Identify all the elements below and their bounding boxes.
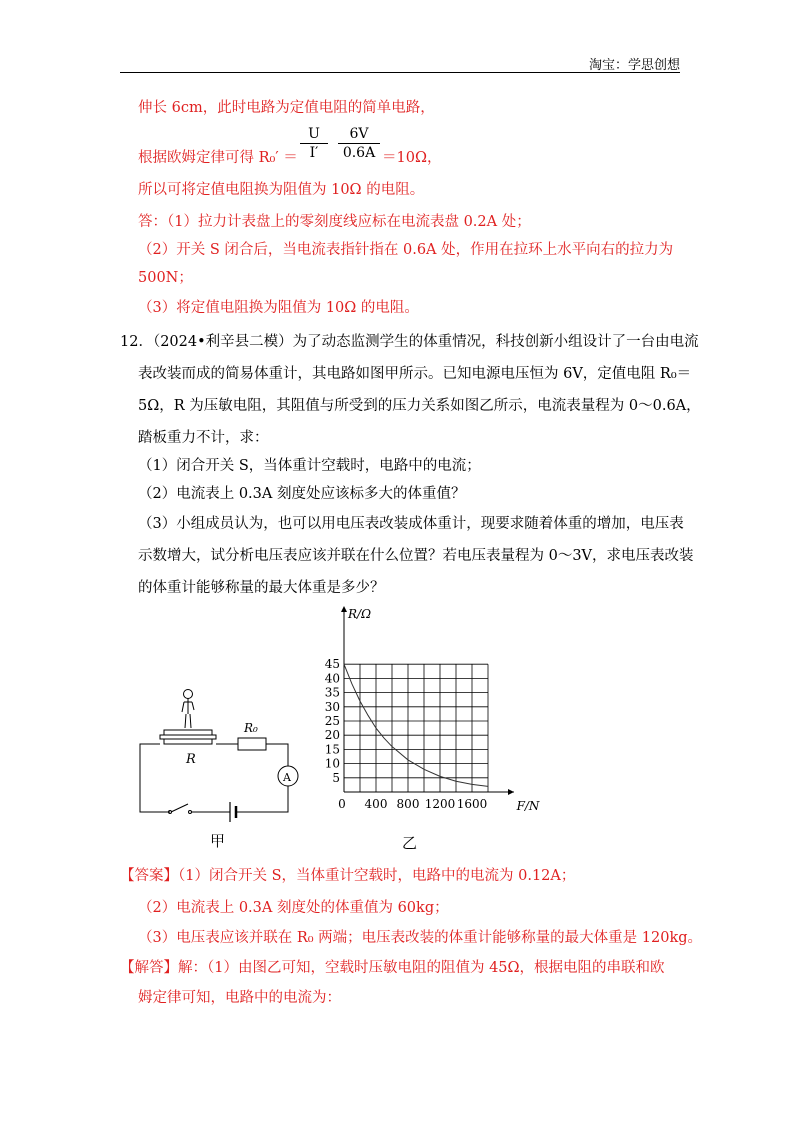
x-tick-label: 800 xyxy=(396,797,420,811)
x-tick-label: 0 xyxy=(338,797,346,811)
y-tick-label: 20 xyxy=(324,728,340,743)
q12-sub-1: （1）闭合开关 S，当体重计空载时，电路中的电流； xyxy=(138,458,481,474)
q12-sub-2: （2）电流表上 0.3A 刻度处应该标多大的体重值？ xyxy=(138,486,466,502)
resistance-curve xyxy=(344,664,488,786)
frac2-num: 6V xyxy=(349,126,369,142)
prev-answer-3: （3）将定值电阻换为阻值为 10Ω 的电阻。 xyxy=(138,300,419,316)
battery xyxy=(230,802,242,822)
label-ammeter: A xyxy=(283,771,291,784)
label-r: R xyxy=(186,752,196,767)
x-tick-label: 1200 xyxy=(424,797,456,811)
q12-line-4: 踏板重力不计，求： xyxy=(138,430,269,446)
platform-top xyxy=(164,730,212,735)
frac2-bar xyxy=(338,143,380,144)
ohm-prefix: 根据欧姆定律可得 R₀′ ＝ xyxy=(138,150,298,166)
x-tick-label: 1600 xyxy=(456,797,488,811)
platform-middle xyxy=(160,735,216,739)
y-tick-label: 40 xyxy=(324,671,340,686)
frac1-den: I′ xyxy=(309,145,319,161)
prev-answer-1: 答：（1）拉力计表盘上的零刻度线应标在电流表盘 0.2A 处； xyxy=(138,214,531,230)
prev-line-1: 伸长 6cm，此时电路为定值电阻的简单电路， xyxy=(138,100,435,116)
prev-line-3: 所以可将定值电阻换为阻值为 10Ω 的电阻。 xyxy=(138,182,425,198)
ohm-result: ＝10Ω， xyxy=(382,150,442,166)
label-r0: R₀ xyxy=(244,721,258,735)
solution-tag: 【解答】 xyxy=(120,960,178,976)
q12-sub-3b: 示数增大，试分析电压表应该并联在什么位置？若电压表量程为 0～3V，求电压表改装 xyxy=(138,548,694,564)
header-rule xyxy=(120,72,680,73)
y-tick-label: 15 xyxy=(324,742,340,757)
y-tick-label: 5 xyxy=(332,770,340,785)
fraction-u-over-i xyxy=(300,126,328,161)
platform-bottom xyxy=(164,739,212,744)
y-tick-label: 35 xyxy=(324,685,340,700)
y-tick-label: 30 xyxy=(324,699,340,714)
q12-sub-3a: （3）小组成员认为，也可以用电压表改装成体重计，现要求随着体重的增加，电压表 xyxy=(138,516,684,532)
y-tick-label: 25 xyxy=(324,714,340,728)
answer-line-3: （3）电压表应该并联在 R₀ 两端；电压表改装的体重计能够称量的最大体重是 120kg。 xyxy=(138,930,703,946)
caption-yi: 乙 xyxy=(402,834,418,852)
q12-sub-3c: 的体重计能够称量的最大体重是多少？ xyxy=(138,580,385,596)
y-tick-label: 10 xyxy=(324,756,340,771)
answer-line-2: （2）电流表上 0.3A 刻度处的体重值为 60kg； xyxy=(138,900,449,916)
solution-line-1 xyxy=(120,958,665,978)
q12-line-2: 表改装而成的简易体重计，其电路如图甲所示。已知电源电压恒为 6V，定值电阻 R₀＝ xyxy=(138,366,692,382)
frac2-den: 0.6A xyxy=(342,145,376,161)
y-tick-label: 45 xyxy=(324,657,340,672)
caption-jia: 甲 xyxy=(210,832,226,850)
y-axis-label: R/Ω xyxy=(348,607,372,621)
y-axis-arrow xyxy=(341,606,347,612)
fraction-6v-over-06a xyxy=(338,126,380,161)
prev-answer-2b: 500N； xyxy=(138,270,193,286)
resistance-force-chart xyxy=(320,600,550,830)
switch xyxy=(169,804,231,814)
prev-answer-2a: （2）开关 S 闭合后，当电流表指针指在 0.6A 处，作用在拉环上水平向右的拉力为 xyxy=(138,242,674,258)
q12-line-3: 5Ω，R 为压敏电阻，其阻值与所受到的压力关系如图乙所示，电流表量程为 0～0.6A， xyxy=(138,398,701,414)
resistor-r0 xyxy=(238,738,266,750)
x-axis-label: F/N xyxy=(516,799,540,813)
header-shop-text: 淘宝：学思创想 xyxy=(588,58,680,73)
frac1-num: U xyxy=(308,126,320,142)
q12-line-1: 12．（2024•利辛县二模）为了动态监测学生的体重情况，科技创新小组设计了一台由电流 xyxy=(120,334,699,350)
person-figure xyxy=(182,690,194,729)
x-tick-label: 400 xyxy=(364,797,388,811)
x-axis-arrow xyxy=(508,789,514,795)
answer-line-1: 【答案】（1）闭合开关 S，当体重计空载时，电路中的电流为 0.12A； xyxy=(120,868,576,884)
frac1-bar xyxy=(300,143,328,144)
solution-text-1: 解：（1）由图乙可知，空载时压敏电阻的阻值为 45Ω，根据电阻的串联和欧 xyxy=(178,960,665,976)
solution-line-2: 姆定律可知，电路中的电流为： xyxy=(138,990,341,1006)
